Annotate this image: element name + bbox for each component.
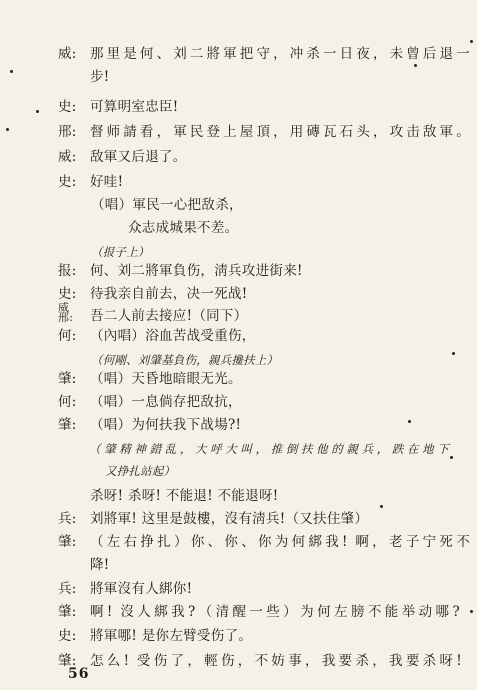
scan-speck xyxy=(450,456,453,459)
speaker-label: 邢: xyxy=(58,124,77,140)
line-text: （肇精神錯乱，大呼大叫，推倒扶他的親兵，跌在地下 xyxy=(89,442,449,456)
line-text: （报子上） xyxy=(91,245,150,259)
speaker-label: 史: xyxy=(58,628,77,644)
speaker-label: 何: xyxy=(58,328,77,344)
scan-speck xyxy=(470,610,473,613)
line-text: 敌軍又后退了。 xyxy=(90,149,187,165)
speaker-label: 何: xyxy=(58,394,77,410)
scan-speck xyxy=(380,505,383,508)
speaker-label: 肇: xyxy=(58,604,77,620)
speaker-label: 报: xyxy=(58,263,77,279)
scan-speck xyxy=(470,40,473,43)
scan-speck xyxy=(414,64,417,67)
line-text: 啊! 沒人綁我?（清醒一些）为何左膀不能举动哪? xyxy=(90,604,460,620)
line-text: 何、刘二將軍負伤，淸兵攻进街来! xyxy=(90,263,303,279)
line-text: 刘將軍! 这里是鼓樓，沒有淸兵!（又扶住肇） xyxy=(90,511,369,527)
speaker-label: 威: xyxy=(58,46,77,62)
speaker-label: 史: xyxy=(58,174,77,190)
line-text: 步! xyxy=(90,69,110,85)
page-number: 56 xyxy=(68,666,90,682)
line-text: （左右挣扎）你、你、你为何綁我! 啊，老子宁死不 xyxy=(90,534,470,550)
line-text: 降! xyxy=(90,557,110,573)
scan-speck xyxy=(6,128,9,131)
line-text: 杀呀! 杀呀! 不能退! 不能退呀! xyxy=(90,488,279,504)
speaker-label: 威 邢: xyxy=(58,301,74,324)
scan-speck xyxy=(10,70,13,73)
line-text: 將軍哪! 是你左臂受伤了。 xyxy=(90,628,253,644)
speaker-label: 史: xyxy=(58,286,77,302)
speaker-label: 史: xyxy=(58,99,77,115)
line-text: （唱）为何扶我下战場?! xyxy=(90,417,242,433)
speaker-label: 肇: xyxy=(58,653,77,669)
speaker-label: 兵: xyxy=(58,581,77,597)
scan-speck xyxy=(36,110,39,113)
line-text: 待我亲自前去，决一死战! xyxy=(90,286,248,302)
line-text: 吾二人前去接应!（同下） xyxy=(90,308,248,324)
line-text: 督师請看，軍民登上屋頂，用磚瓦石头，攻击敌軍。 xyxy=(90,124,470,140)
line-text: （何剛、刘肇基負伤，親兵攙扶上） xyxy=(91,353,279,367)
speaker-label: 肇: xyxy=(58,534,77,550)
speaker-label: 威: xyxy=(58,149,77,165)
speaker-label: 肇: xyxy=(58,371,77,387)
line-text: 可算明室忠臣! xyxy=(90,99,179,115)
speaker-label: 肇: xyxy=(58,417,77,433)
scan-speck xyxy=(452,352,455,355)
scan-speck xyxy=(408,420,411,423)
line-text: 那里是何、刘二將軍把守，冲杀一日夜，未曾后退一 xyxy=(90,46,470,62)
line-text: （唱）天昏地暗眼无光。 xyxy=(90,371,242,387)
line-text: （唱）一息倘存把敌抗， xyxy=(90,394,242,410)
line-text: 好哇! xyxy=(90,174,124,190)
line-text: 众志成城果不差。 xyxy=(128,220,239,236)
speaker-label: 兵: xyxy=(58,511,77,527)
line-text: 又挣扎站起） xyxy=(105,464,176,478)
line-text: （唱）軍民一心把敌杀， xyxy=(91,197,243,213)
line-text: 將軍沒有人綁你! xyxy=(90,581,193,597)
line-text: 怎么! 受伤了，輕伤，不妨事，我要杀，我要杀呀! xyxy=(90,653,462,669)
line-text: （內唱）浴血苦战受重伤， xyxy=(90,328,256,344)
